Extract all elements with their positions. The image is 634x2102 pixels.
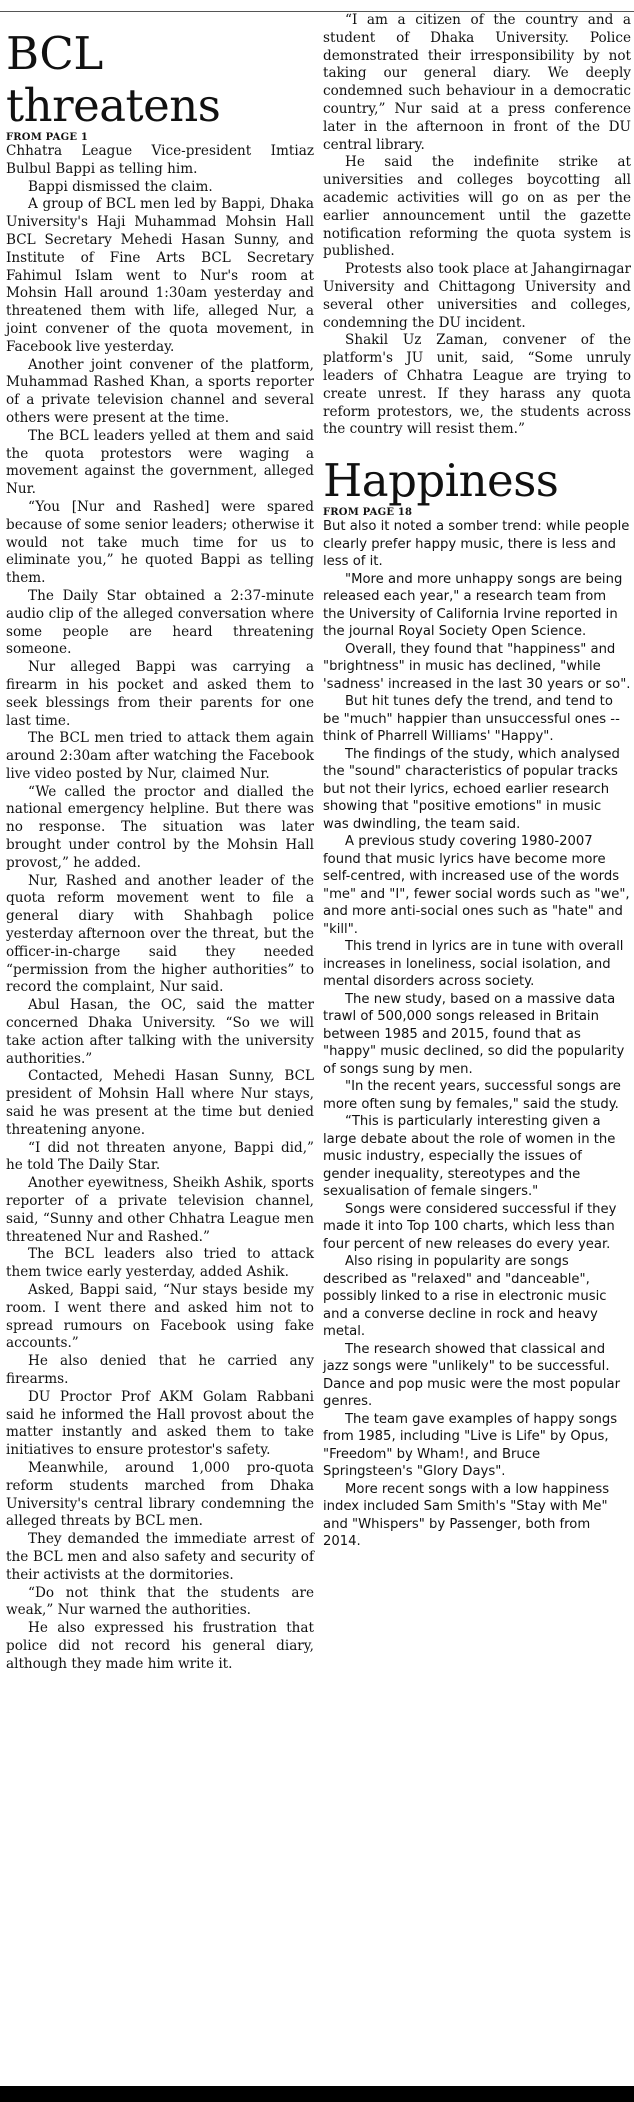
article-headline: Happiness (323, 454, 559, 508)
paragraph: Nur alleged Bappi was carrying a firearm in his pocket and asked them to seek blessings from their parents for one last time. (6, 659, 314, 729)
paragraph: Nur, Rashed and another leader of the quota reform movement went to file a general diary with Shahbagh police yesterday afternoon over the threat, but the officer-in-charge said they needed “permission from the higher authorities” to record the complaint, Nur said. (6, 872, 314, 996)
paragraph: The BCL leaders also tried to attack them twice early yesterday, added Ashik. (6, 1246, 314, 1281)
paragraph: “I am a citizen of the country and a student of Dhaka University. Police demonstrated their irresponsibility by not taking our general diary. We deeply condemned such behaviour in a democratic country,” Nur said at a press conference later in the afternoon in front of the DU central library. (323, 12, 631, 153)
paragraph: Bappi dismissed the claim. (28, 178, 213, 195)
paragraph: But hit tunes defy the trend, and tend to be "much" happier than unsuccessful ones -- think of Pharrell Williams' "Happy". (323, 694, 620, 745)
paragraph: Meanwhile, around 1,000 pro-quota reform students marched from Dhaka University's central library condemning the alleged threats by BCL men. (6, 1459, 314, 1530)
article-continuation (323, 12, 631, 439)
paragraph: But also it noted a somber trend: while people clearly prefer happy music, there is less and less of it. (323, 519, 630, 570)
paragraph: “We called the proctor and dialled the national emergency helpline. But there was no response. The situation was later brought under control by the Mohsin Hall provost,” he added. (6, 783, 314, 871)
paragraph: “Do not think that the students are weak,” Nur warned the authorities. (6, 1584, 314, 1619)
column-left (6, 12, 314, 1674)
paragraph: The team gave examples of happy songs from 1985, including "Live is Life" by Opus, "Freedom" by Wham!, and Bruce Springsteen's "Glory Days". (323, 1411, 618, 1480)
paragraph: Shakil Uz Zaman, convener of the platform's JU unit, said, “Some unruly leaders of Chhatra League are trying to create unrest. If they harass any quota reform protestors, we, the students across the country will resist them.” (323, 332, 631, 438)
jump-kicker: FROM PAGE 18 (323, 507, 413, 519)
paragraph: Also rising in popularity are songs described as "relaxed" and "danceable", possibly linked to a rise in electronic music and a converse decline in rock and heavy metal. (323, 1254, 607, 1340)
paragraph: He also expressed his frustration that police did not record his general diary, although they made him write it. (6, 1620, 314, 1672)
paragraph: Another joint convener of the platform, Muhammad Rashed Khan, a sports reporter of a private television channel and several others were present at the time. (6, 356, 314, 426)
article-bcl-threatens (6, 28, 314, 1674)
paragraph: "More and more unhappy songs are being released each year," a research team from the University of California Irvine reported in the journal Royal Society Open Science. (323, 571, 623, 640)
paragraph: The new study, based on a massive data trawl of 500,000 songs released in Britain between 1985 and 2015, found that as "happy" music declined, so did the popularity of songs sung by men. (323, 991, 625, 1077)
paragraph: They demanded the immediate arrest of the BCL men and also safety and security of their activists at the dormitories. (6, 1531, 314, 1583)
paragraph: A group of BCL men led by Bappi, Dhaka University's Haji Muhammad Mohsin Hall BCL Secretary Mehedi Hasan Sunny, and Institute of Fine Arts BCL Secretary Fahimul Islam went to Nur's room at Mohsin Hall around 1:30am yesterday and threatened them with life, alleged Nur, a joint convener of the quota movement, in Facebook live yesterday. (6, 196, 314, 355)
paragraph: "In the recent years, successful songs are more often sung by females," said the study. (323, 1079, 621, 1112)
paragraph: Abul Hasan, the OC, said the matter concerned Dhaka University. “So we will take action after talking with the university authorities.” (6, 997, 314, 1067)
paragraph: A previous study covering 1980-2007 found that music lyrics have become more self-centred, with increased use of the words "me" and "I", fewer social words such as "we", and more anti-social ones such as "hate" and "kill". (323, 834, 630, 937)
paragraph: The BCL men tried to attack them again around 2:30am after watching the Facebook live video posted by Nur, claimed Nur. (6, 730, 314, 782)
paragraph: More recent songs with a low happiness index included Sam Smith's "Stay with Me" and "Whispers" by Passenger, both from 2014. (323, 1481, 610, 1550)
paragraph: The Daily Star obtained a 2:37-minute audio clip of the alleged conversation where some people are heard threatening someone. (6, 587, 314, 658)
paragraph: DU Proctor Prof AKM Golam Rabbani said he informed the Hall provost about the matter instantly and asked them to take initiatives to ensure protestor's safety. (6, 1388, 314, 1459)
paragraph: The findings of the study, which analysed the "sound" characteristics of popular tracks but not their lyrics, echoed earlier research showing that "positive emotions" in music was dwindling, the team said. (323, 746, 620, 832)
article-body (323, 518, 631, 1551)
paragraph: Asked, Bappi said, “Nur stays beside my room. I went there and asked him not to spread rumours on Facebook using fake accounts.” (6, 1282, 314, 1352)
article-happiness (323, 455, 631, 1551)
paragraph: “You [Nur and Rashed] were spared because of some senior leaders; otherwise it would not take much time for us to eliminate you,” he quoted Bappi as telling them. (6, 498, 314, 587)
paragraph: He also denied that he carried any firearms. (6, 1353, 314, 1387)
column-right (323, 12, 631, 1551)
paragraph: This trend in lyrics are in tune with overall increases in loneliness, social isolation, and mental disorders across society. (323, 939, 624, 990)
bottom-bar (0, 2086, 634, 2102)
jump-kicker: FROM PAGE 1 (6, 132, 89, 143)
paragraph: “This is particularly interesting given a large debate about the role of women in the music industry, especially the issues of gender inequality, stereotypes and the sexualisation of female singers." (323, 1114, 616, 1200)
paragraph: The research showed that classical and jazz songs were "unlikely" to be successful. Dance and pop music were the most popular genres. (323, 1341, 620, 1410)
paragraph: Overall, they found that "happiness" and "brightness" in music has declined, "while 'sadness' increased in the last 30 years or so". (323, 641, 631, 692)
paragraph: He said the indefinite strike at universities and colleges boycotting all academic activities will go on as per the earlier announcement until the gazette notification reforming the quota system is published. (323, 154, 631, 260)
paragraph: Chhatra League Vice-president Imtiaz Bulbul Bappi as telling him. (6, 143, 314, 177)
article-headline: BCL threatens (6, 27, 221, 132)
paragraph: Contacted, Mehedi Hasan Sunny, BCL president of Mohsin Hall where Nur stays, said he was present at the time but denied threatening anyone. (6, 1068, 314, 1138)
paragraph: Songs were considered successful if they made it into Top 100 charts, which less than four percent of new releases do every year. (323, 1201, 617, 1252)
paragraph: “I did not threaten anyone, Bappi did,” he told The Daily Star. (6, 1139, 314, 1174)
article-body (6, 143, 314, 1674)
paragraph: Another eyewitness, Sheikh Ashik, sports reporter of a private television channel, said, “Sunny and other Chhatra League men threatened Nur and Rashed.” (6, 1175, 314, 1245)
paragraph: The BCL leaders yelled at them and said the quota protestors were waging a movement against the government, alleged Nur. (6, 427, 314, 498)
paragraph: Protests also took place at Jahangirnagar University and Chittagong University and several other universities and colleges, condemning the DU incident. (323, 261, 631, 331)
